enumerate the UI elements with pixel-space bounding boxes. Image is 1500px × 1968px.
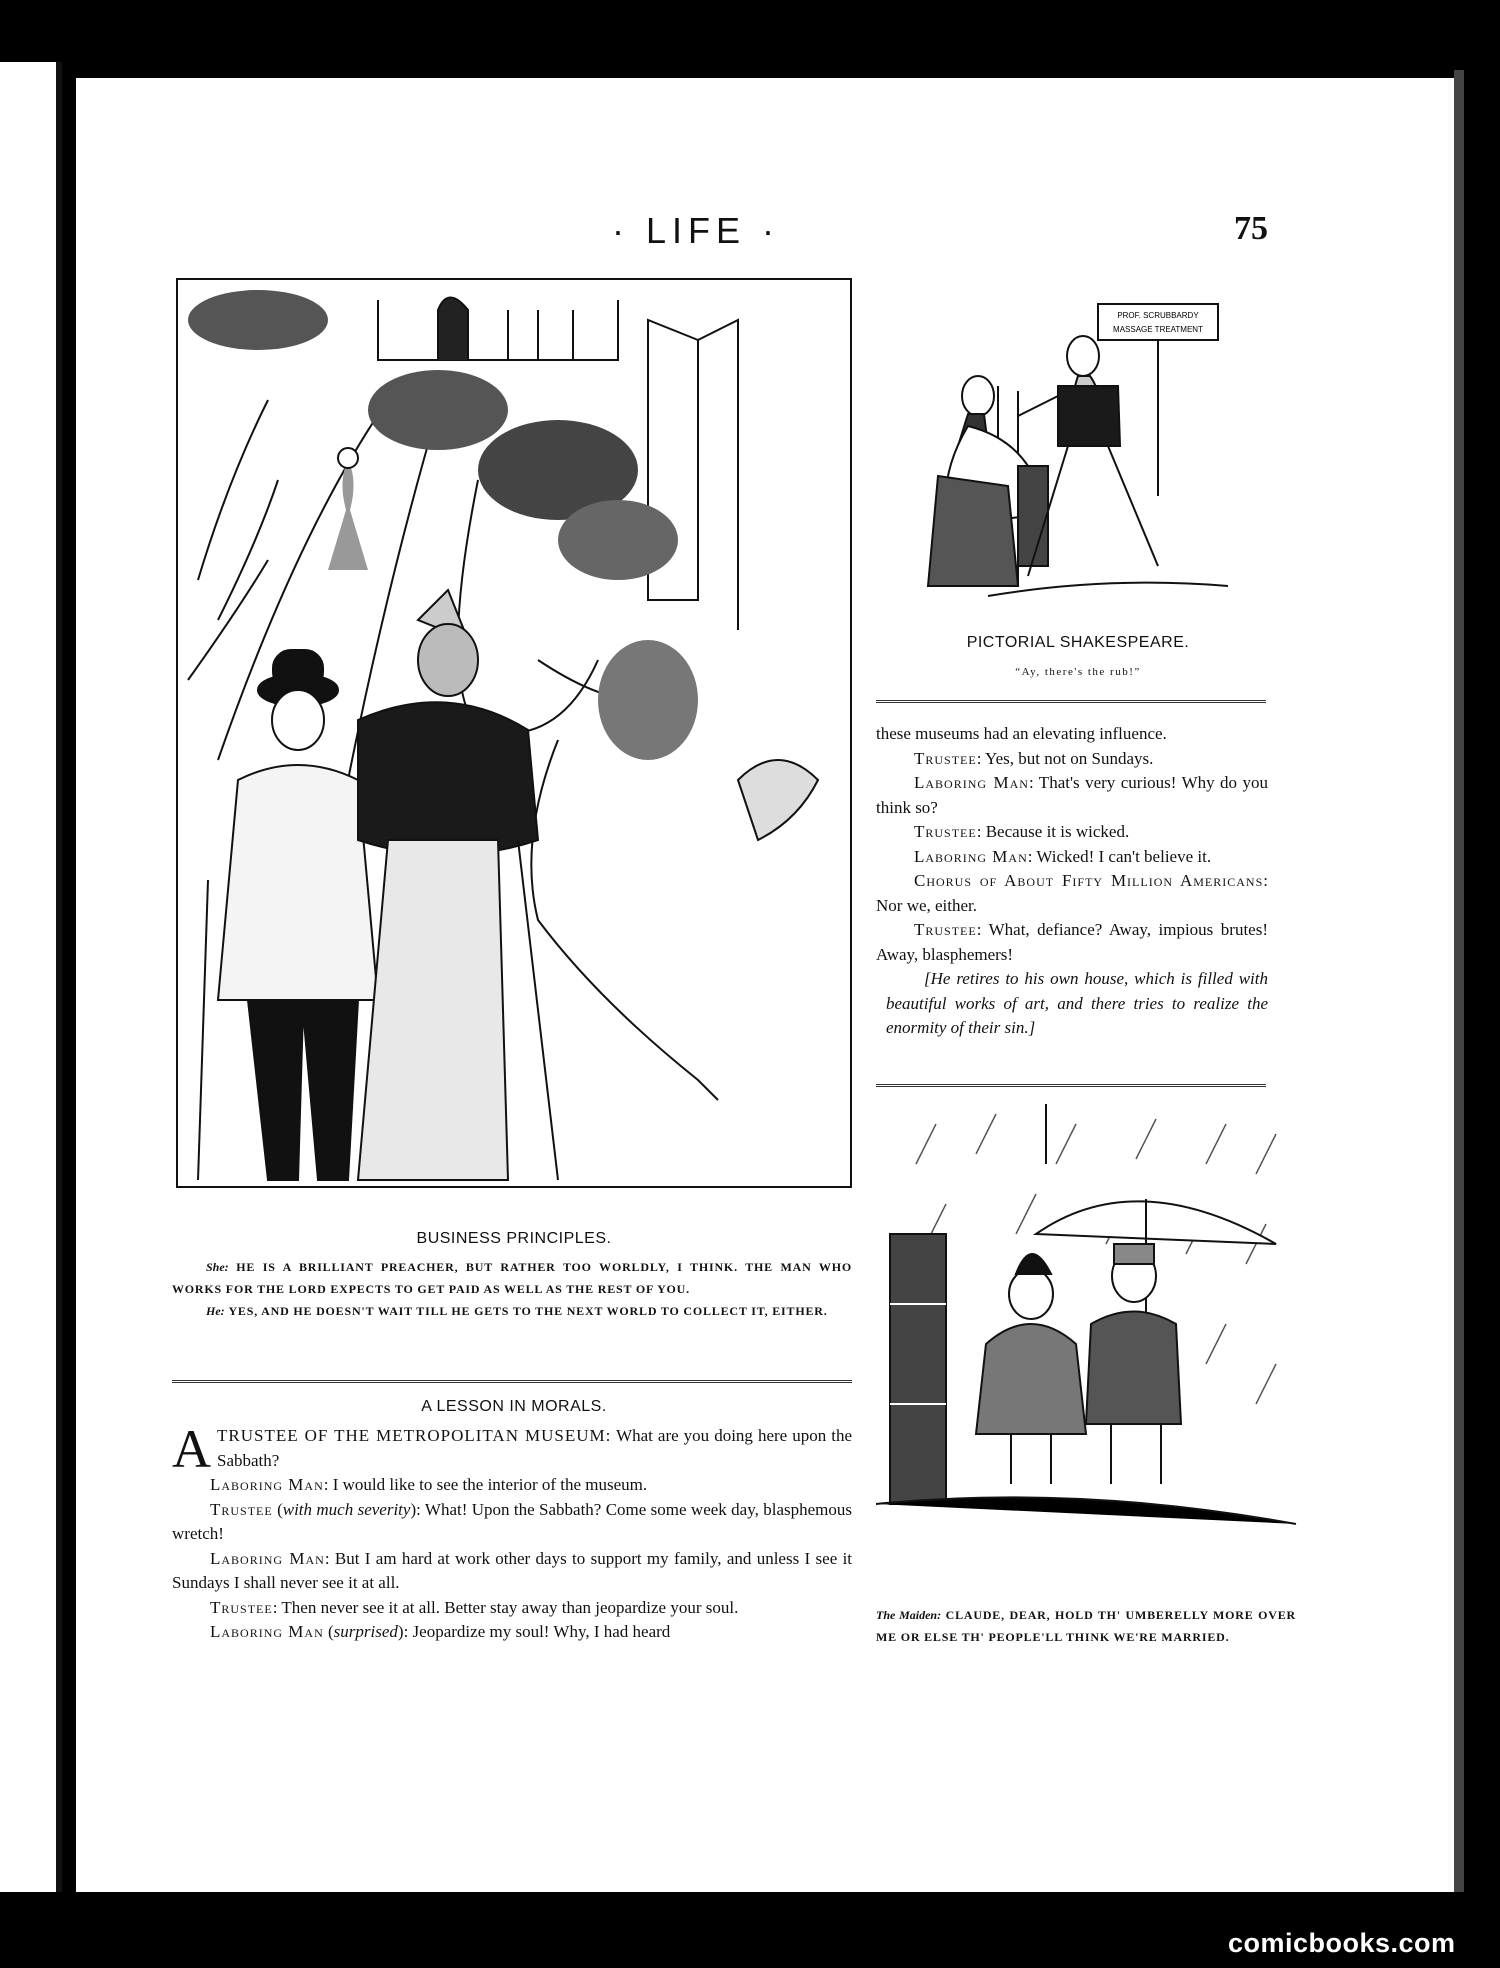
- speaker-trustee: Trustee: [914, 920, 977, 939]
- speaker-laboring-man: Laboring Man: [210, 1622, 324, 1641]
- lesson-column-1: [172, 1419, 853, 1645]
- maiden-umbrella-illustration: [876, 1104, 1306, 1574]
- dialogue-line-11: [876, 918, 1268, 967]
- line-text: : Nor we, either.: [876, 871, 1268, 915]
- massage-illustration: [908, 296, 1258, 606]
- speaker-laboring-man: Laboring Man: [914, 846, 1028, 866]
- lesson-column-2: [876, 722, 1268, 1041]
- dialogue-line-7: [876, 771, 1268, 820]
- previous-page-edge: [0, 62, 62, 1892]
- dialogue-line-2: Trustee (with much severity): What! Upon the Sabbath? Come some week day, blasphemous wretch!: [172, 1499, 852, 1543]
- line-text: : Wicked! I can't believe it.: [1027, 846, 1212, 866]
- dialogue-line-3: [172, 1547, 852, 1596]
- dialogue-line-4: [172, 1596, 852, 1621]
- maiden-speaker: The Maiden:: [876, 1608, 942, 1622]
- shakespeare-title: PICTORIAL SHAKESPEARE.: [966, 634, 1190, 651]
- garden-drawing: [178, 280, 850, 1186]
- shakespeare-quote: “Ay, there's the rub!”: [1015, 666, 1141, 678]
- maiden-text: CLAUDE, DEAR, HOLD TH' UMBERELLY MORE OVER ME OR ELSE TH' PEOPLE'LL THINK WE'RE MARRIED.: [876, 1608, 1296, 1644]
- rule-left: [172, 1380, 852, 1383]
- speaker-laboring-man: Laboring Man: [210, 1475, 324, 1494]
- massage-drawing: [908, 296, 1258, 606]
- line-text: : What, defiance? Away, impious brutes! Away, blasphemers!: [876, 920, 1268, 964]
- he-text: YES, AND HE DOESN'T WAIT TILL HE GETS TO THE NEXT WORLD TO COLLECT IT, EITHER.: [228, 1304, 828, 1318]
- line-text: : Then never see it at all. Better stay away than jeopardize your soul.: [272, 1597, 739, 1617]
- speaker-trustee: Trustee: [210, 1597, 273, 1617]
- line-text: : Jeopardize my soul! Why, I had heard: [403, 1622, 671, 1641]
- dialogue-line-5: Laboring Man (surprised): Jeopardize my soul! Why, I had heard: [210, 1622, 671, 1641]
- opening-caps: TRUSTEE OF THE METROPOLITAN MUSEUM:: [217, 1426, 612, 1445]
- line-text: : I would like to see the interior of the museum.: [323, 1475, 648, 1494]
- line-text: : Because it is wicked.: [976, 822, 1130, 841]
- line-text: : That's very curious! Why do you think so?: [876, 773, 1269, 817]
- line-text: : What! Upon the Sabbath? Come some week day, blasphemous wretch!: [172, 1499, 852, 1543]
- dialogue-line-1: [172, 1473, 852, 1498]
- lesson-opening: [172, 1419, 852, 1479]
- line-text: : Yes, but not on Sundays.: [976, 748, 1154, 768]
- page-edge-shadow: [1454, 70, 1464, 1892]
- stage-direction: [He retires to his own house, which is filled with beautiful works of art, and there tries to realize the enormity of their sin.]: [886, 969, 1268, 1037]
- speaker-laboring-man: Laboring Man: [914, 773, 1029, 792]
- she-line: [172, 1256, 852, 1300]
- lesson-title: A LESSON IN MORALS.: [421, 1398, 607, 1415]
- speaker-trustee: Trustee: [914, 822, 977, 841]
- she-speaker: She:: [206, 1260, 229, 1274]
- stage-aside: surprised: [333, 1622, 398, 1641]
- opening-text: What are you doing here upon the Sabbath?: [217, 1426, 852, 1470]
- site-watermark: comicbooks.com: [1228, 1928, 1456, 1958]
- he-line: [172, 1300, 852, 1322]
- continuation-line: these museums had an elevating influence.: [876, 724, 1167, 743]
- garden-couple-illustration: [176, 278, 852, 1188]
- speaker-laboring-man: Laboring Man: [210, 1548, 325, 1568]
- dialogue-line-8: [876, 820, 1268, 845]
- dialogue-line-6: [876, 747, 1268, 772]
- sign-line-2: MASSAGE TREATMENT: [1113, 325, 1203, 334]
- sign-line-1: PROF. SCRUBBARDY: [1117, 311, 1199, 320]
- rain-drawing: [876, 1104, 1306, 1574]
- dialogue-line-10: [876, 869, 1268, 918]
- business-principles-title: BUSINESS PRINCIPLES.: [416, 1230, 612, 1247]
- rule-right-bottom: [876, 1084, 1266, 1087]
- speaker-trustee: Trustee: [914, 748, 977, 768]
- she-text: HE IS A BRILLIANT PREACHER, BUT RATHER TOO WORLDLY, I THINK. THE MAN WHO WORKS FOR THE LORD EXPECTS TO GET PAID AS WELL AS THE REST OF YOU.: [172, 1260, 852, 1296]
- drop-cap: A: [172, 1419, 211, 1479]
- rule-right-top: [876, 700, 1266, 703]
- business-principles-dialogue: [172, 1256, 852, 1322]
- speaker-trustee: Trustee: [210, 1499, 273, 1519]
- he-speaker: He:: [206, 1304, 225, 1318]
- speaker-chorus: Chorus of About Fifty Million Americans: [914, 871, 1264, 890]
- page-number: 75: [1234, 210, 1268, 247]
- dialogue-line-9: [876, 845, 1268, 870]
- masthead: · LIFE ·: [612, 210, 781, 251]
- stage-aside: with much severity: [282, 1499, 411, 1519]
- maiden-caption: [876, 1604, 1296, 1648]
- line-text: : But I am hard at work other days to support my family, and unless I see it Sundays I shall never see it at all.: [172, 1548, 853, 1592]
